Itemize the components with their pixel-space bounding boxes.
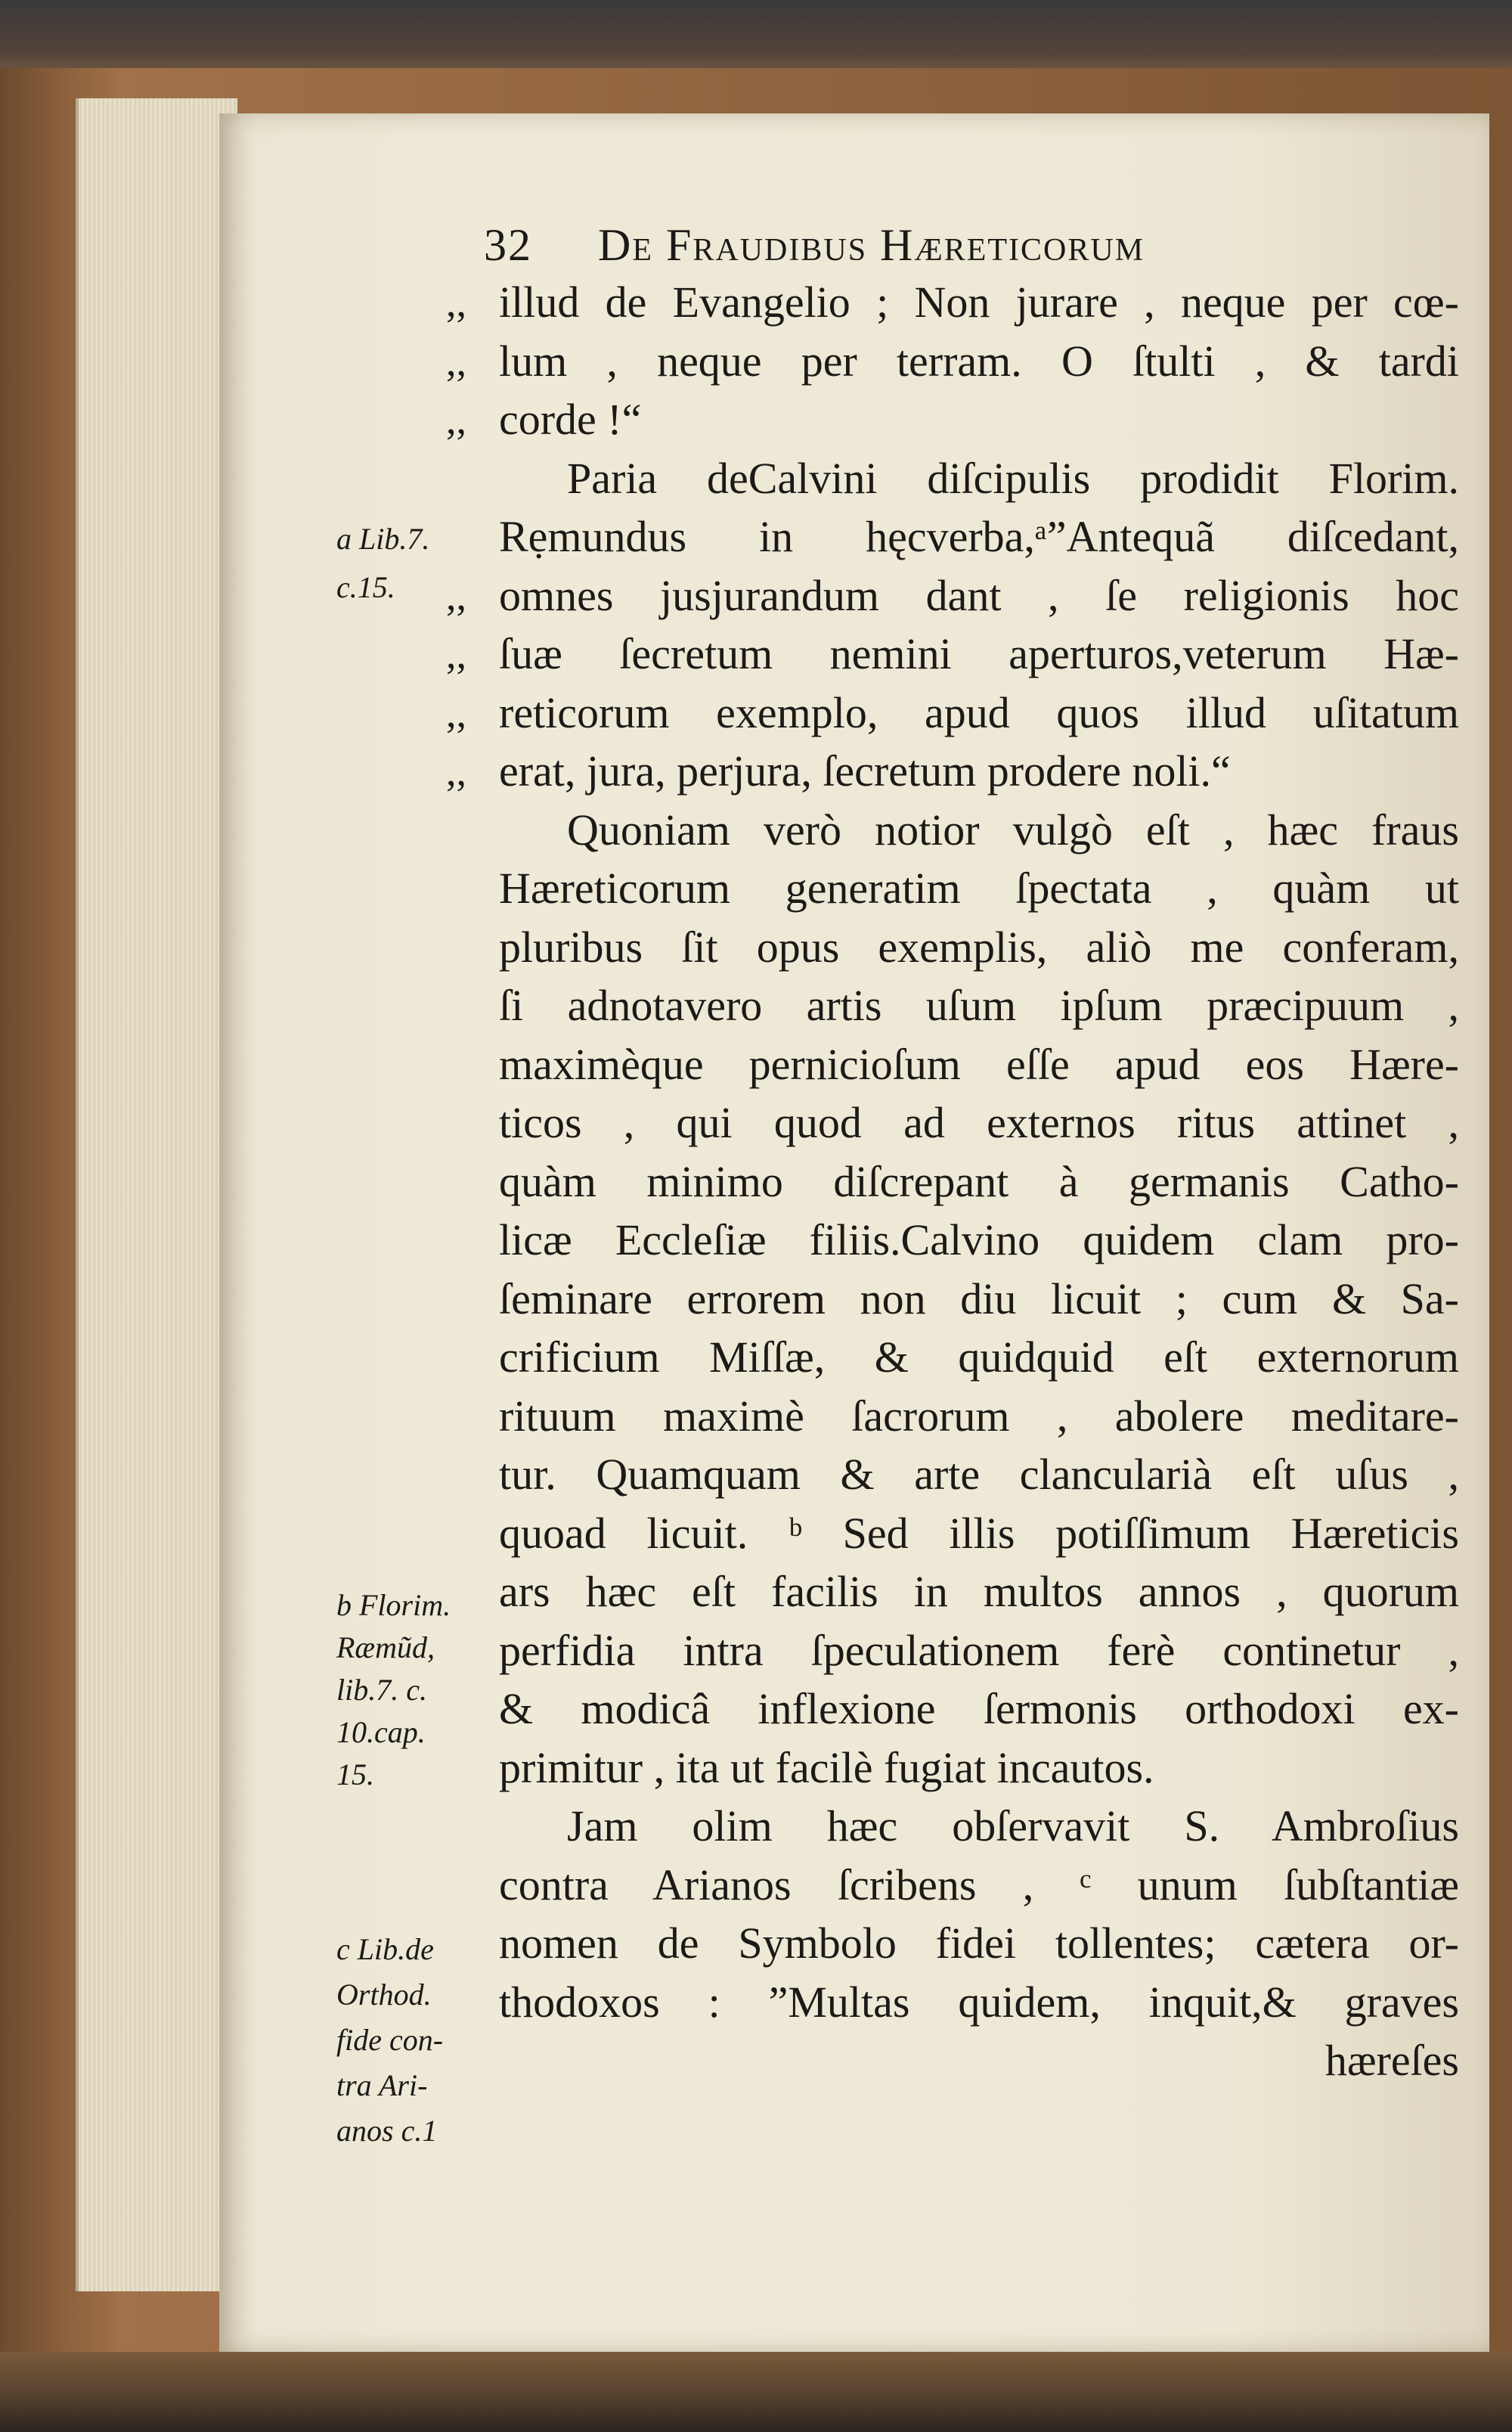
text-line: maximèque pernicioſum eſſe apud eos Hære- (499, 1039, 1459, 1089)
quote-mark: ,, (446, 338, 466, 384)
quote-mark: ,, (446, 280, 466, 325)
note-line: Ræmũd, (336, 1630, 435, 1664)
text-line: reticorum exemplo, apud quos illud uſitatum (499, 687, 1459, 737)
text-line: ſuæ ſecretum nemini aperturos,veterum Hæ- (499, 629, 1459, 678)
note-line: 15. (336, 1757, 374, 1791)
text-line: Rẹmundus in hęcverba,ᵃ”Antequã diſcedant, (499, 512, 1459, 561)
quote-mark: ,, (446, 631, 466, 677)
text-line: illud de Evangelio ; Non jurare , neque per cœ- (499, 278, 1459, 327)
note-line: c.15. (336, 570, 395, 604)
note-line: anos c.1 (336, 2114, 438, 2148)
note-line: b Florim. (336, 1588, 451, 1622)
text-line: Hæreticorum generatim ſpectata , quàm ut (499, 864, 1459, 913)
page-edges (76, 98, 237, 2291)
text-line: Jam olim hæc obſervavit S. Ambroſius (567, 1801, 1459, 1850)
text-line: perfidia intra ſpeculationem ferè continetur , (499, 1625, 1459, 1675)
marginal-note-b (336, 1588, 495, 1792)
text-line: quoad licuit. ᵇ Sed illis potiſſimum Hæreticis (499, 1508, 1459, 1558)
page-number: 32 (484, 220, 532, 270)
text-line: thodoxos : ”Multas quidem, inquit,& graves (499, 1977, 1459, 2027)
note-line: c Lib.de (336, 1932, 434, 1966)
note-line: lib.7. c. (336, 1673, 427, 1707)
book-bottom-edge (0, 2352, 1512, 2432)
text-line: ars hæc eſt facilis in multos annos , quorum (499, 1567, 1459, 1616)
text-line: ſeminare errorem non diu licuit ; cum & Sa- (499, 1273, 1459, 1323)
text-line: primitur , ita ut facilè fugiat incautos. (499, 1742, 1154, 1792)
text-line: erat, jura, perjura, ſecretum prodere noli.“ (499, 746, 1231, 796)
text-line: ticos , qui quod ad externos ritus attinet , (499, 1098, 1459, 1147)
note-line: Orthod. (336, 1978, 432, 2012)
text-line: nomen de Symbolo fidei tollentes; cætera or- (499, 1919, 1459, 1968)
text-line: corde !“ (499, 395, 642, 444)
text-line: ſi adnotavero artis uſum ipſum præcipuum , (499, 981, 1459, 1030)
marginal-note-c (336, 1932, 495, 2148)
text-line: Paria deCalvini diſcipulis prodidit Florim. (567, 453, 1459, 503)
note-line: tra Ari- (336, 2068, 428, 2102)
quote-mark: ,, (446, 749, 466, 794)
text-line: licæ Eccleſiæ filiis.Calvino quidem clam pro- (499, 1215, 1459, 1264)
text-line: contra Arianos ſcribens , ᶜ unum ſubſtantiæ (499, 1860, 1459, 1909)
marginal-note-a (336, 522, 495, 605)
text-line: hæreſes (1325, 2036, 1459, 2085)
note-line: 10.cap. (336, 1715, 426, 1749)
quote-mark: ,, (446, 690, 466, 736)
text-line: pluribus ſit opus exemplis, aliò me conferam, (499, 922, 1459, 972)
text-line: lum , neque per terram. O ſtulti , & tardi (499, 336, 1459, 386)
text-line: & modicâ inflexione ſermonis orthodoxi ex- (499, 1684, 1459, 1733)
text-line: crificium Miſſæ, & quidquid eſt externorum (499, 1332, 1459, 1382)
text-line: tur. Quamquam & arte clancularià eſt uſus , (499, 1450, 1459, 1499)
running-header (484, 219, 1391, 280)
note-line: fide con- (336, 2023, 444, 2057)
quote-mark: ,, (446, 572, 466, 619)
quote-mark: ,, (446, 397, 466, 442)
text-line: omnes jusjurandum dant , ſe religionis hoc (499, 570, 1459, 620)
text-line: rituum maximè ſacrorum , abolere meditare- (499, 1391, 1459, 1441)
text-line: quàm minimo diſcrepant à germanis Catho- (499, 1156, 1459, 1206)
text-line: Quoniam verò notior vulgò eſt , hæc fraus (567, 805, 1459, 855)
running-title: De Fraudibus Hæreticorum (598, 220, 1145, 270)
note-line: a Lib.7. (336, 522, 430, 556)
